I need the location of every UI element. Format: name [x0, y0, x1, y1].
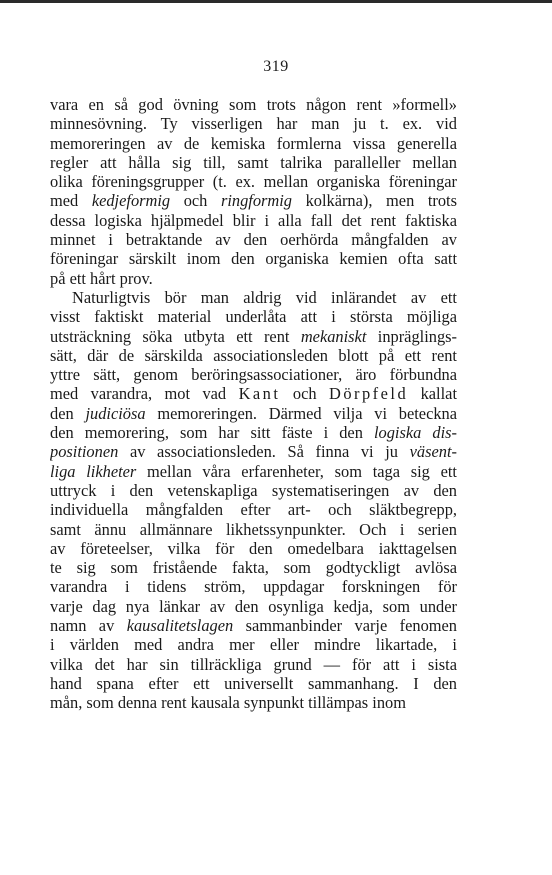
text-segment: memoreringen. Därmed vilja vi beteckna: [145, 403, 457, 423]
italic-term: ringformig: [220, 191, 292, 211]
italic-term: kedjeformig: [91, 191, 171, 211]
text-segment: olika föreningsgrupper (t. ex. mellan organiska föreningar: [50, 172, 457, 192]
text-line: [50, 520, 457, 539]
text-line: [50, 269, 457, 288]
text-segment: individuella mångfalden efter art- och släktbegrepp,: [50, 500, 457, 520]
text-segment: vilka det har sin tillräckliga grund — för att i sista: [50, 654, 457, 674]
text-segment: visst faktiskt material underlåta att i största möjliga: [50, 307, 457, 327]
text-line: [50, 230, 457, 249]
text-line: [50, 307, 457, 326]
italic-term: mekaniskt: [300, 326, 367, 346]
page-number: 319: [263, 58, 289, 75]
text-line: [50, 635, 457, 654]
text-segment: Naturligtvis bör man aldrig vid inlärandet av ett: [72, 287, 457, 307]
text-segment: minnet i betraktande av den oerhörda mångfalden av: [50, 230, 457, 250]
text-line: [50, 288, 457, 307]
text-segment: den memorering, som har sitt fäste i den: [50, 423, 374, 443]
text-line: [50, 404, 457, 423]
author-name: Dörpfeld: [328, 384, 409, 404]
text-line: [50, 346, 457, 365]
text-segment: vara en så god övning som trots någon rent »formell»: [50, 95, 457, 114]
text-segment: med: [50, 191, 92, 211]
text-segment: och: [170, 191, 221, 211]
text-segment: av företeelser, vilka för den omedelbara iakttagelsen: [50, 538, 457, 558]
text-line: [50, 114, 457, 133]
text-segment: varandra i tidens ström, uppdagar forskningen för: [50, 577, 457, 597]
text-segment: yttre sätt, genom beröringsassociationer, äro förbundna: [50, 365, 457, 385]
text-segment: av associationsleden. Så finna vi ju: [118, 442, 410, 462]
text-line: [50, 462, 457, 481]
text-line: [50, 481, 457, 500]
text-line: [50, 577, 457, 596]
top-rule: [0, 0, 552, 3]
text-line: [50, 172, 457, 191]
text-line: [50, 500, 457, 519]
text-line: [50, 423, 457, 442]
text-segment: föreningar särskilt inom den organiska kemien ofta satt: [50, 249, 457, 269]
text-segment: med varandra, mot vad: [50, 384, 239, 404]
text-segment: memoreringen av de kemiska formlerna vissa generella: [50, 133, 457, 153]
body-text: [50, 95, 457, 713]
text-line: [50, 558, 457, 577]
text-segment: på ett hårt prov.: [50, 268, 153, 288]
text-segment: utsträckning söka utbyta ett rent: [50, 326, 301, 346]
text-line: [50, 327, 457, 346]
text-segment: varje dag nya länkar av den osynliga kedja, som under: [50, 596, 457, 616]
text-line: [50, 597, 457, 616]
text-segment: inpräglings-: [366, 326, 457, 346]
text-segment: namn av: [50, 616, 127, 636]
text-line: [50, 134, 457, 153]
text-line: [50, 655, 457, 674]
text-segment: regler att hålla sig till, samt talrika paralleller mellan: [50, 152, 457, 172]
text-line: [50, 616, 457, 635]
text-line: [50, 191, 457, 210]
text-segment: te sig som fristående fakta, som godtyckligt avlösa: [50, 558, 457, 578]
text-segment: minnesövning. Ty visserligen har man ju t. ex. vid: [50, 114, 457, 134]
text-segment: sammanbinder varje fenomen: [233, 616, 457, 636]
text-line: [50, 384, 457, 403]
italic-term: judiciösa: [85, 403, 146, 423]
text-segment: mellan våra erfarenheter, som taga sig ett: [136, 461, 457, 481]
author-name: Kant: [238, 384, 281, 404]
text-line: [50, 153, 457, 172]
text-line: [50, 365, 457, 384]
text-line: [50, 674, 457, 693]
text-line: [50, 442, 457, 461]
text-segment: kolkärna), men trots: [291, 191, 457, 211]
text-line: [50, 693, 457, 712]
text-segment: sätt, där de särskilda associationsleden blott på ett rent: [50, 345, 457, 365]
text-segment: samt ännu allmännare likhetssynpunkter. Och i serien: [50, 519, 457, 539]
italic-term: väsent-: [409, 442, 457, 462]
text-segment: hand spana efter ett universellt sammanhang. I den: [50, 673, 457, 693]
italic-term: kausalitetslagen: [126, 616, 234, 636]
italic-term: liga likheter: [50, 461, 137, 481]
italic-term: positionen: [50, 442, 119, 462]
text-segment: kallat: [408, 384, 457, 404]
text-segment: uttryck i den vetenskapliga systematiseringen av den: [50, 480, 457, 500]
text-line: [50, 95, 457, 114]
text-segment: mån, som denna rent kausala synpunkt tillämpas inom: [50, 693, 406, 713]
text-line: [50, 249, 457, 268]
text-segment: den: [50, 403, 86, 423]
text-line: [50, 539, 457, 558]
text-segment: i världen med andra mer eller mindre likartade, i: [50, 635, 457, 655]
italic-term: logiska dis-: [373, 423, 457, 443]
text-line: [50, 211, 457, 230]
text-segment: dessa logiska hjälpmedel blir i alla fall det rent faktiska: [50, 210, 457, 230]
text-segment: och: [280, 384, 329, 404]
